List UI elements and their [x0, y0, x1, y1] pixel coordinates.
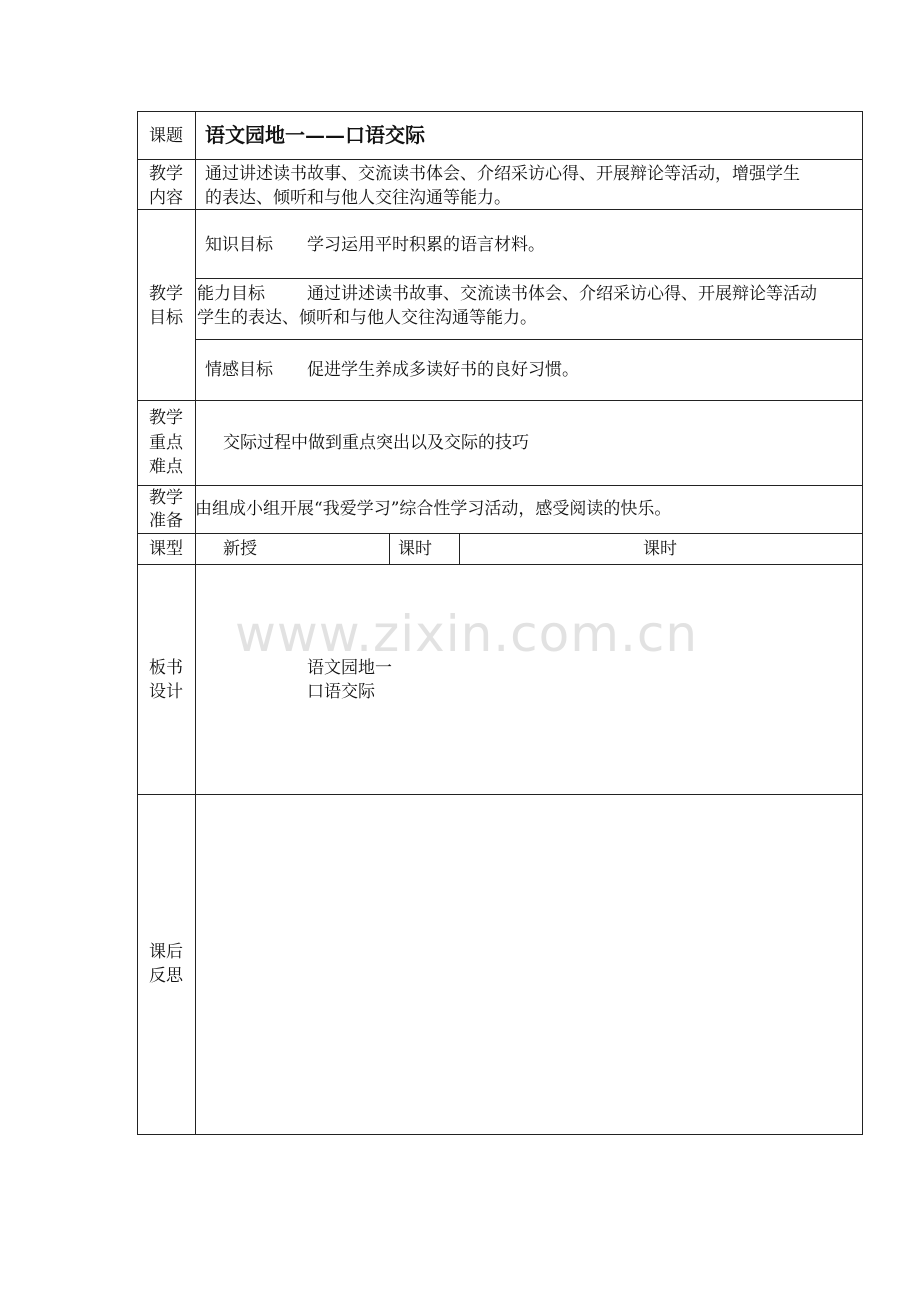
prep-text: 由组成小组开展“我爱学习”综合性学习活动，感受阅读的快乐。: [195, 499, 672, 519]
lesson-type-divider: [389, 533, 390, 564]
knowledge-goal-text: 学习运用平时积累的语言材料。: [307, 235, 545, 255]
row-divider: [137, 159, 863, 160]
content-text-2: 的表达、倾听和与他人交往沟通等能力。: [205, 188, 511, 208]
content-label-1: 教学: [149, 164, 183, 184]
watermark: www.zixin.com.cn: [235, 605, 699, 663]
lesson-type-divider: [459, 533, 460, 564]
lesson-type-value: 新授: [223, 539, 257, 559]
reflection-area[interactable]: [196, 795, 862, 1134]
row-divider: [137, 400, 863, 401]
prep-label-1: 教学: [149, 488, 183, 508]
board-text-1: 语文园地一: [307, 658, 392, 678]
row-divider: [137, 485, 863, 486]
ability-goal-text-1: 通过讲述读书故事、交流读书体会、介绍采访心得、开展辩论等活动: [307, 284, 817, 304]
ability-goal-text-2: 学生的表达、倾听和与他人交往沟通等能力。: [197, 308, 537, 328]
keypoints-text: 交际过程中做到重点突出以及交际的技巧: [223, 433, 529, 453]
goals-label-1: 教学: [149, 284, 183, 304]
row-divider: [137, 533, 863, 534]
emotion-goal-label: 情感目标: [205, 360, 273, 380]
title-label: 课题: [149, 126, 183, 146]
keypoints-label-3: 难点: [149, 457, 183, 477]
board-label-1: 板书: [149, 658, 183, 678]
row-divider: [137, 564, 863, 565]
prep-label-2: 准备: [149, 511, 183, 531]
lesson-type-label: 课型: [149, 539, 183, 559]
emotion-goal-text: 促进学生养成多读好书的良好习惯。: [307, 360, 579, 380]
goals-label-2: 目标: [149, 308, 183, 328]
lesson-title: 语文园地一——口语交际: [205, 123, 425, 147]
keypoints-label-1: 教学: [149, 408, 183, 428]
goals-sub-divider: [195, 339, 863, 340]
board-label-2: 设计: [149, 682, 183, 702]
content-label-2: 内容: [149, 188, 183, 208]
board-text-2: 口语交际: [307, 682, 375, 702]
reflection-label-2: 反思: [149, 966, 183, 986]
content-text-1: 通过讲述读书故事、交流读书体会、介绍采访心得、开展辩论等活动，增强学生: [205, 164, 800, 184]
class-hours-value: 课时: [643, 539, 677, 559]
class-hours-label: 课时: [398, 539, 432, 559]
knowledge-goal-label: 知识目标: [205, 235, 273, 255]
keypoints-label-2: 重点: [149, 433, 183, 453]
reflection-label-1: 课后: [149, 942, 183, 962]
goals-sub-divider: [195, 278, 863, 279]
ability-goal-label: 能力目标: [197, 284, 265, 304]
